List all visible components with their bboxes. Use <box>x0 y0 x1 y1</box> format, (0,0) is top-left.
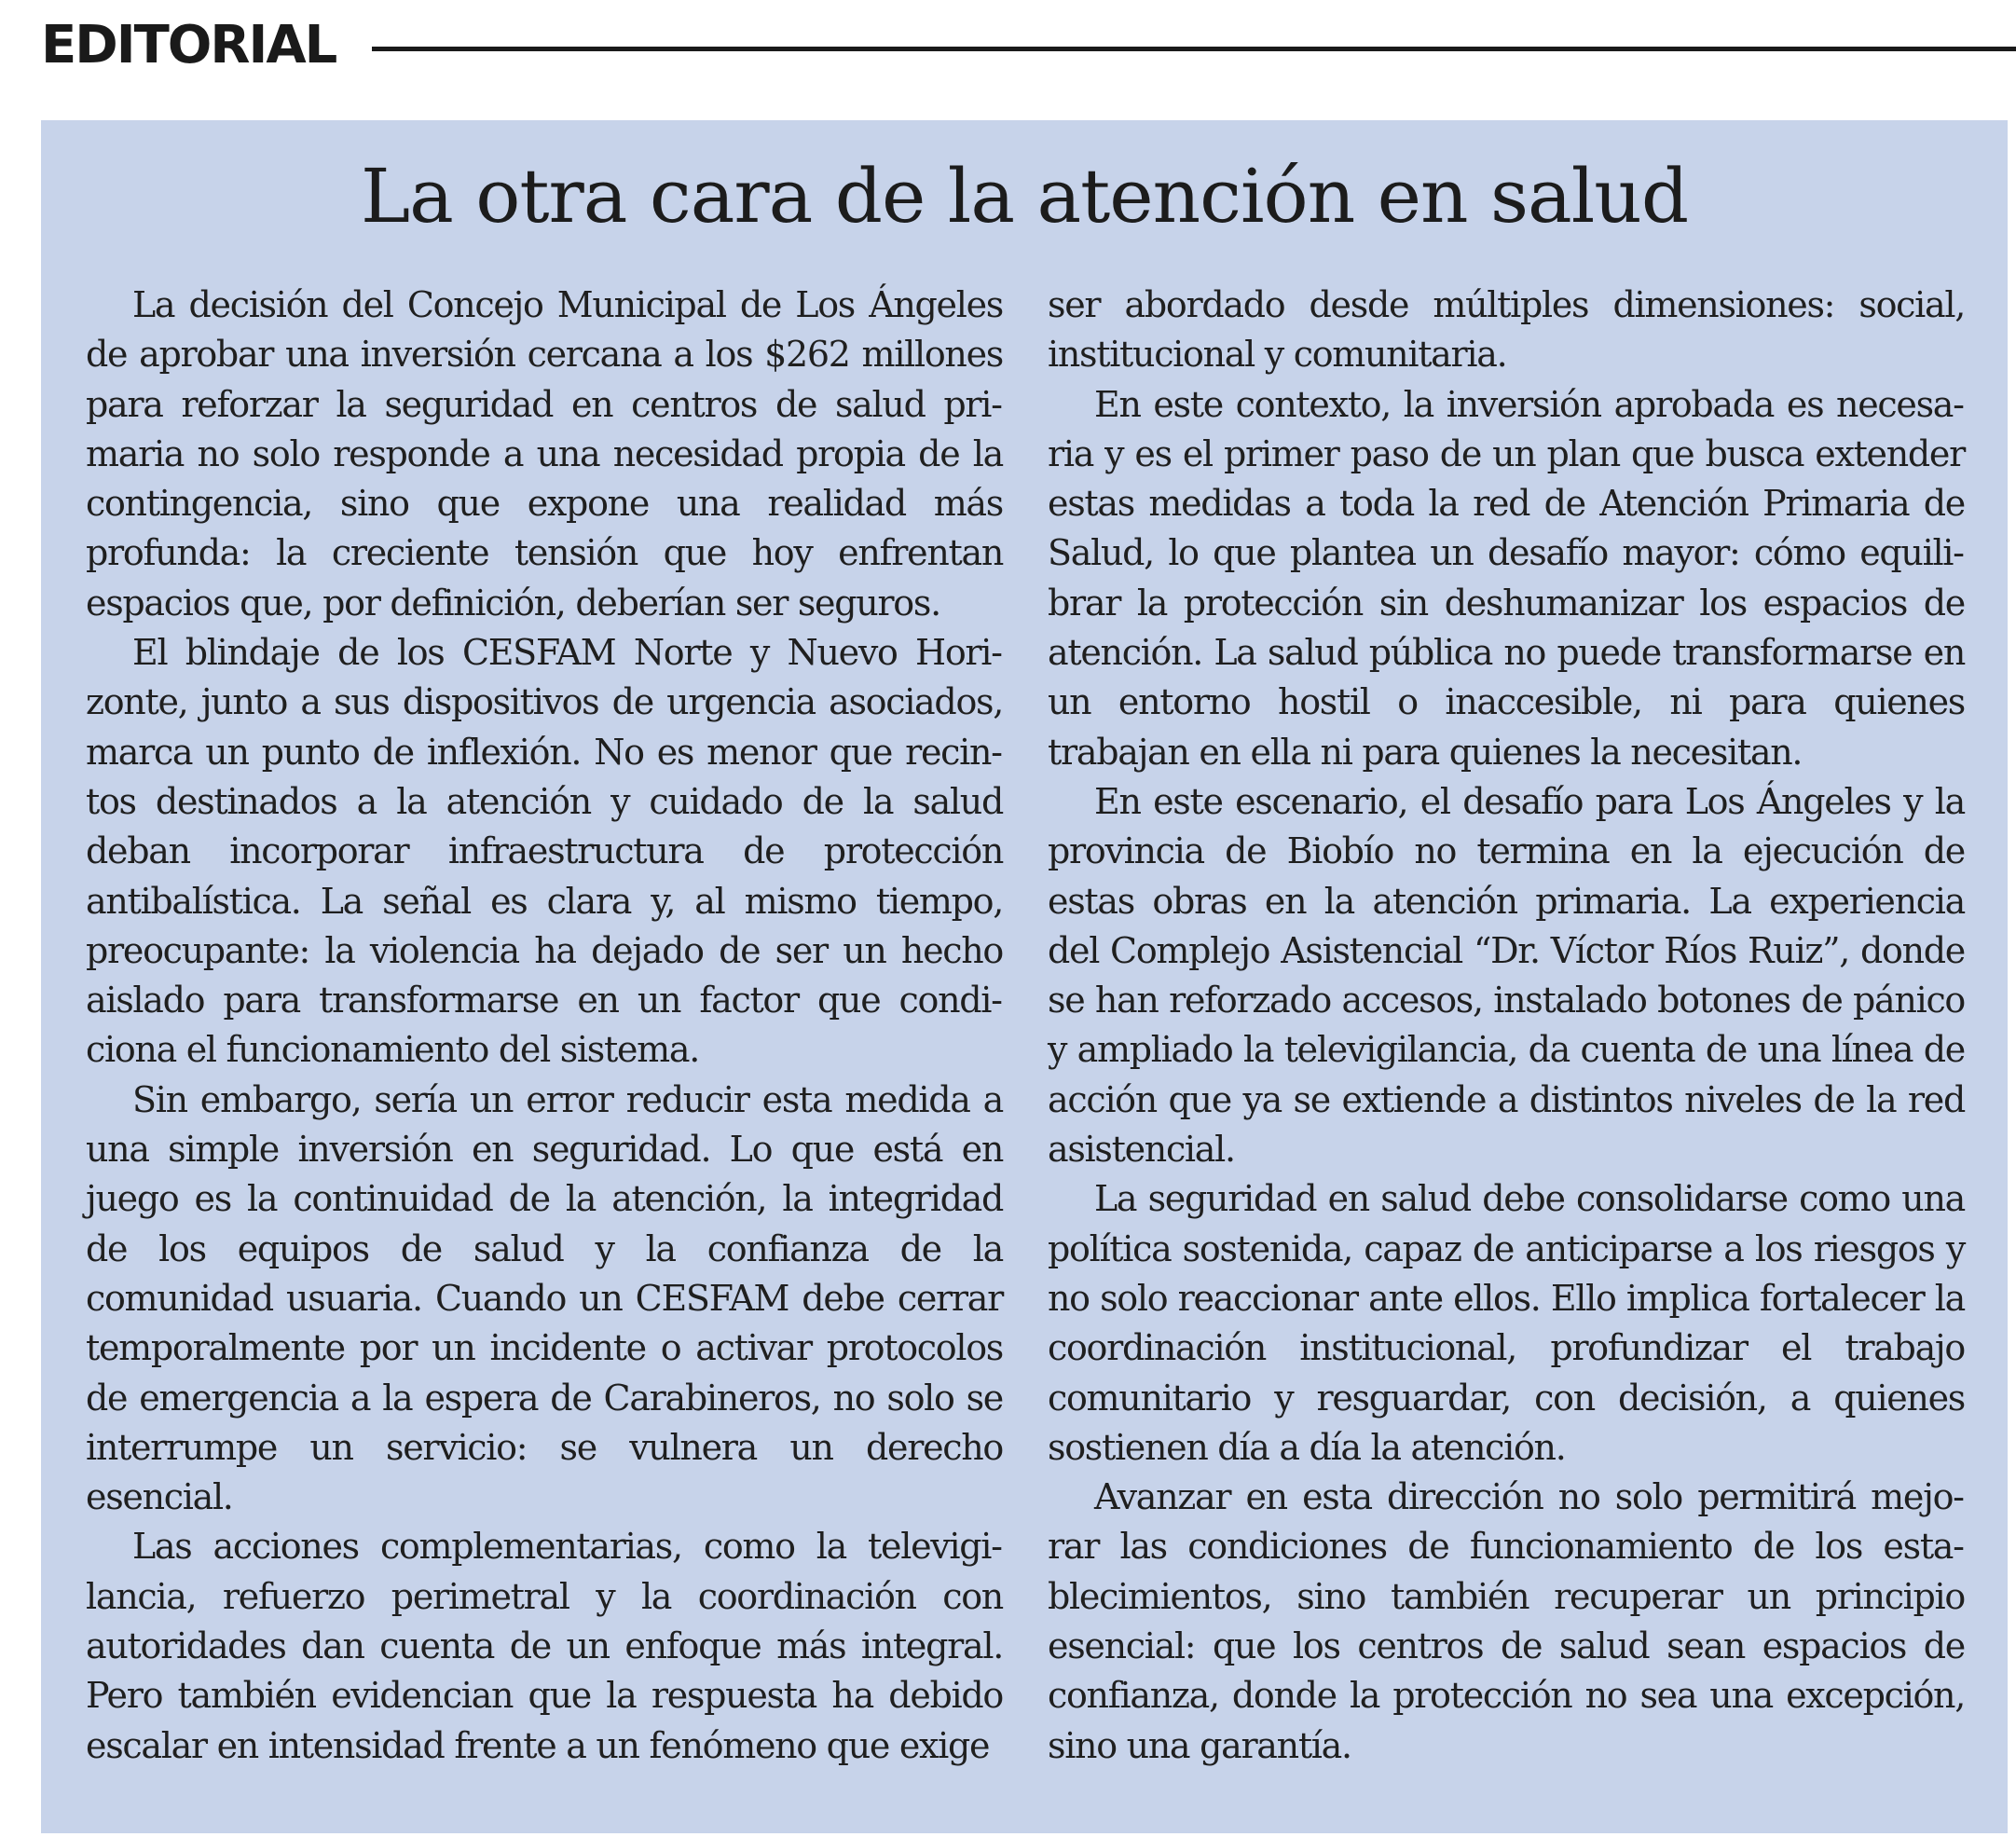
section-label: EDITORIAL <box>41 15 336 75</box>
article-column-left <box>86 281 1003 1771</box>
paragraph: Avanzar en esta dirección no solo permitirá mejorar las condiciones de funcionamiento de los establecimientos, sino también recuperar un principio esencial: que los centros de salud sean espacios de confianza, donde la protección no sea una excepción, sino una garantía. <box>1048 1476 1965 1766</box>
paragraph: La seguridad en salud debe consolidarse como una política sostenida, capaz de anticiparse a los riesgos y no solo reaccionar ante ellos. Ello implica fortalecer la coordinación institucional, profundizar el trabajo comunitario y resguardar, con decisión, a quienes sostienen día a día la atención. <box>1048 1178 1965 1468</box>
paragraph: Sin embargo, sería un error reducir esta medida a una simple inversión en seguridad. Lo que está en juego es la continuidad de la atención, la integridad de los equipos de salud y la confianza de la comunidad usuaria. Cuando un CESFAM debe cerrar temporalmente por un incidente o activar protocolos de emergencia a la espera de Carabineros, no solo se interrumpe un servicio: se vulnera un derecho esencial. <box>86 1078 1003 1518</box>
paragraph: Las acciones complementarias, como la televigilancia, refuerzo perimetral y la coordinación con autoridades dan cuenta de un enfoque más integral. Pero también evidencian que la respuesta ha debido escalar en intensidad frente a un fenómeno que exige <box>86 1526 1003 1766</box>
paragraph: La decisión del Concejo Municipal de Los Ángeles de aprobar una inversión cercana a los $262 millones para reforzar la seguridad en centros de salud primaria no solo responde a una necesidad propia de la contingencia, sino que expone una realidad más profunda: la creciente tensión que hoy enfrentan espacios que, por definición, deberían ser seguros. <box>86 284 1003 624</box>
paragraph: En este contexto, la inversión aprobada es necesaria y es el primer paso de un plan que busca extender estas medidas a toda la red de Atención Primaria de Salud, lo que plantea un desafío mayor: cómo equilibrar la protección sin deshumanizar los espacios de atención. La salud pública no puede transformarse en un entorno hostil o inaccesible, ni para quienes trabajan en ella ni para quienes la necesitan. <box>1048 383 1965 773</box>
paragraph: En este escenario, el desafío para Los Ángeles y la provincia de Biobío no termina en la ejecución de estas obras en la atención primaria. La experiencia del Complejo Asistencial “Dr. Víctor Ríos Ruiz”, donde se han reforzado accesos, instalado botones de pánico y ampliado la televigilancia, da cuenta de una línea de acción que ya se extiende a distintos niveles de la red asistencial. <box>1048 780 1965 1171</box>
paragraph-continuation: ser abordado desde múltiples dimensiones: social, institucional y comunitaria. <box>1048 284 1965 376</box>
editorial-box <box>41 120 2008 1833</box>
section-divider <box>372 47 2016 51</box>
article-headline: La otra cara de la atención en salud <box>360 153 1689 240</box>
section-header <box>41 13 2016 78</box>
article-column-right <box>1048 281 1965 1771</box>
paragraph: El blindaje de los CESFAM Norte y Nuevo Horizonte, junto a sus dispositivos de urgencia asociados, marca un punto de inflexión. No es menor que recintos destinados a la atención y cuidado de la salud deban incorporar infraestructura de protección antibalística. La señal es clara y, al mismo tiempo, preocupante: la violencia ha dejado de ser un hecho aislado para transformarse en un factor que condiciona el funcionamiento del sistema. <box>86 632 1003 1071</box>
